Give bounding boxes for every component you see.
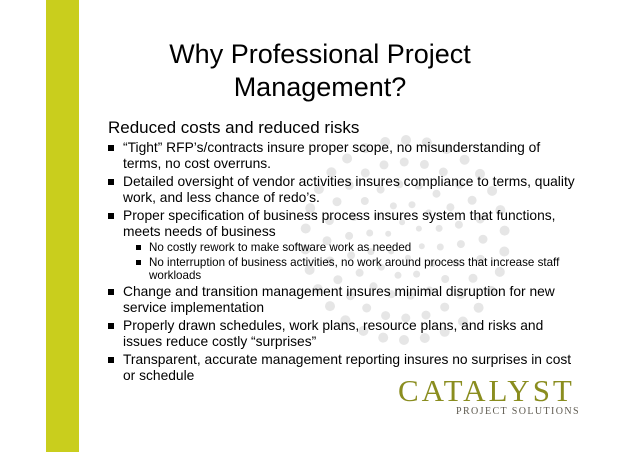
bullet-text: “Tight” RFP’s/contracts insure proper scope, no misunderstanding of terms, no cost overruns. bbox=[123, 140, 541, 172]
bullet-list bbox=[108, 140, 578, 385]
logo-name: CATALYST bbox=[398, 373, 575, 408]
bullet-text: Change and transition management insures minimal disruption for new service implementation bbox=[123, 283, 555, 316]
sub-bullet-item bbox=[123, 256, 578, 283]
bullet-item bbox=[108, 318, 578, 351]
accent-bar bbox=[46, 0, 79, 452]
bullet-text: Properly drawn schedules, work plans, resource plans, and risks and issues reduce costly “surprises” bbox=[123, 317, 544, 350]
sub-bullet-text: No costly rework to make software work as needed bbox=[149, 241, 412, 255]
slide-title: Why Professional Project Management? bbox=[169, 39, 471, 102]
bullet-text: Transparent, accurate management reporting insures no surprises in cost or schedule bbox=[123, 351, 572, 383]
bullet-text: Proper specification of business process insures system that functions, meets needs of business bbox=[123, 207, 556, 240]
slide-subtitle: Reduced costs and reduced risks bbox=[108, 118, 360, 137]
sub-bullet-text: No interruption of business activities, no work around process that increase staff workloads bbox=[149, 255, 560, 283]
bullet-item bbox=[108, 174, 578, 207]
sub-bullet-item bbox=[123, 241, 578, 255]
logo-tagline: PROJECT SOLUTIONS bbox=[456, 406, 580, 417]
bullet-item bbox=[108, 208, 578, 283]
bullet-item bbox=[108, 284, 578, 317]
sub-bullet-list bbox=[123, 241, 578, 283]
bullet-text: Detailed oversight of vendor activities insures compliance to terms, quality work, and less chance of redo’s. bbox=[123, 173, 575, 206]
catalyst-logo bbox=[398, 373, 586, 417]
bullet-item bbox=[108, 140, 578, 173]
